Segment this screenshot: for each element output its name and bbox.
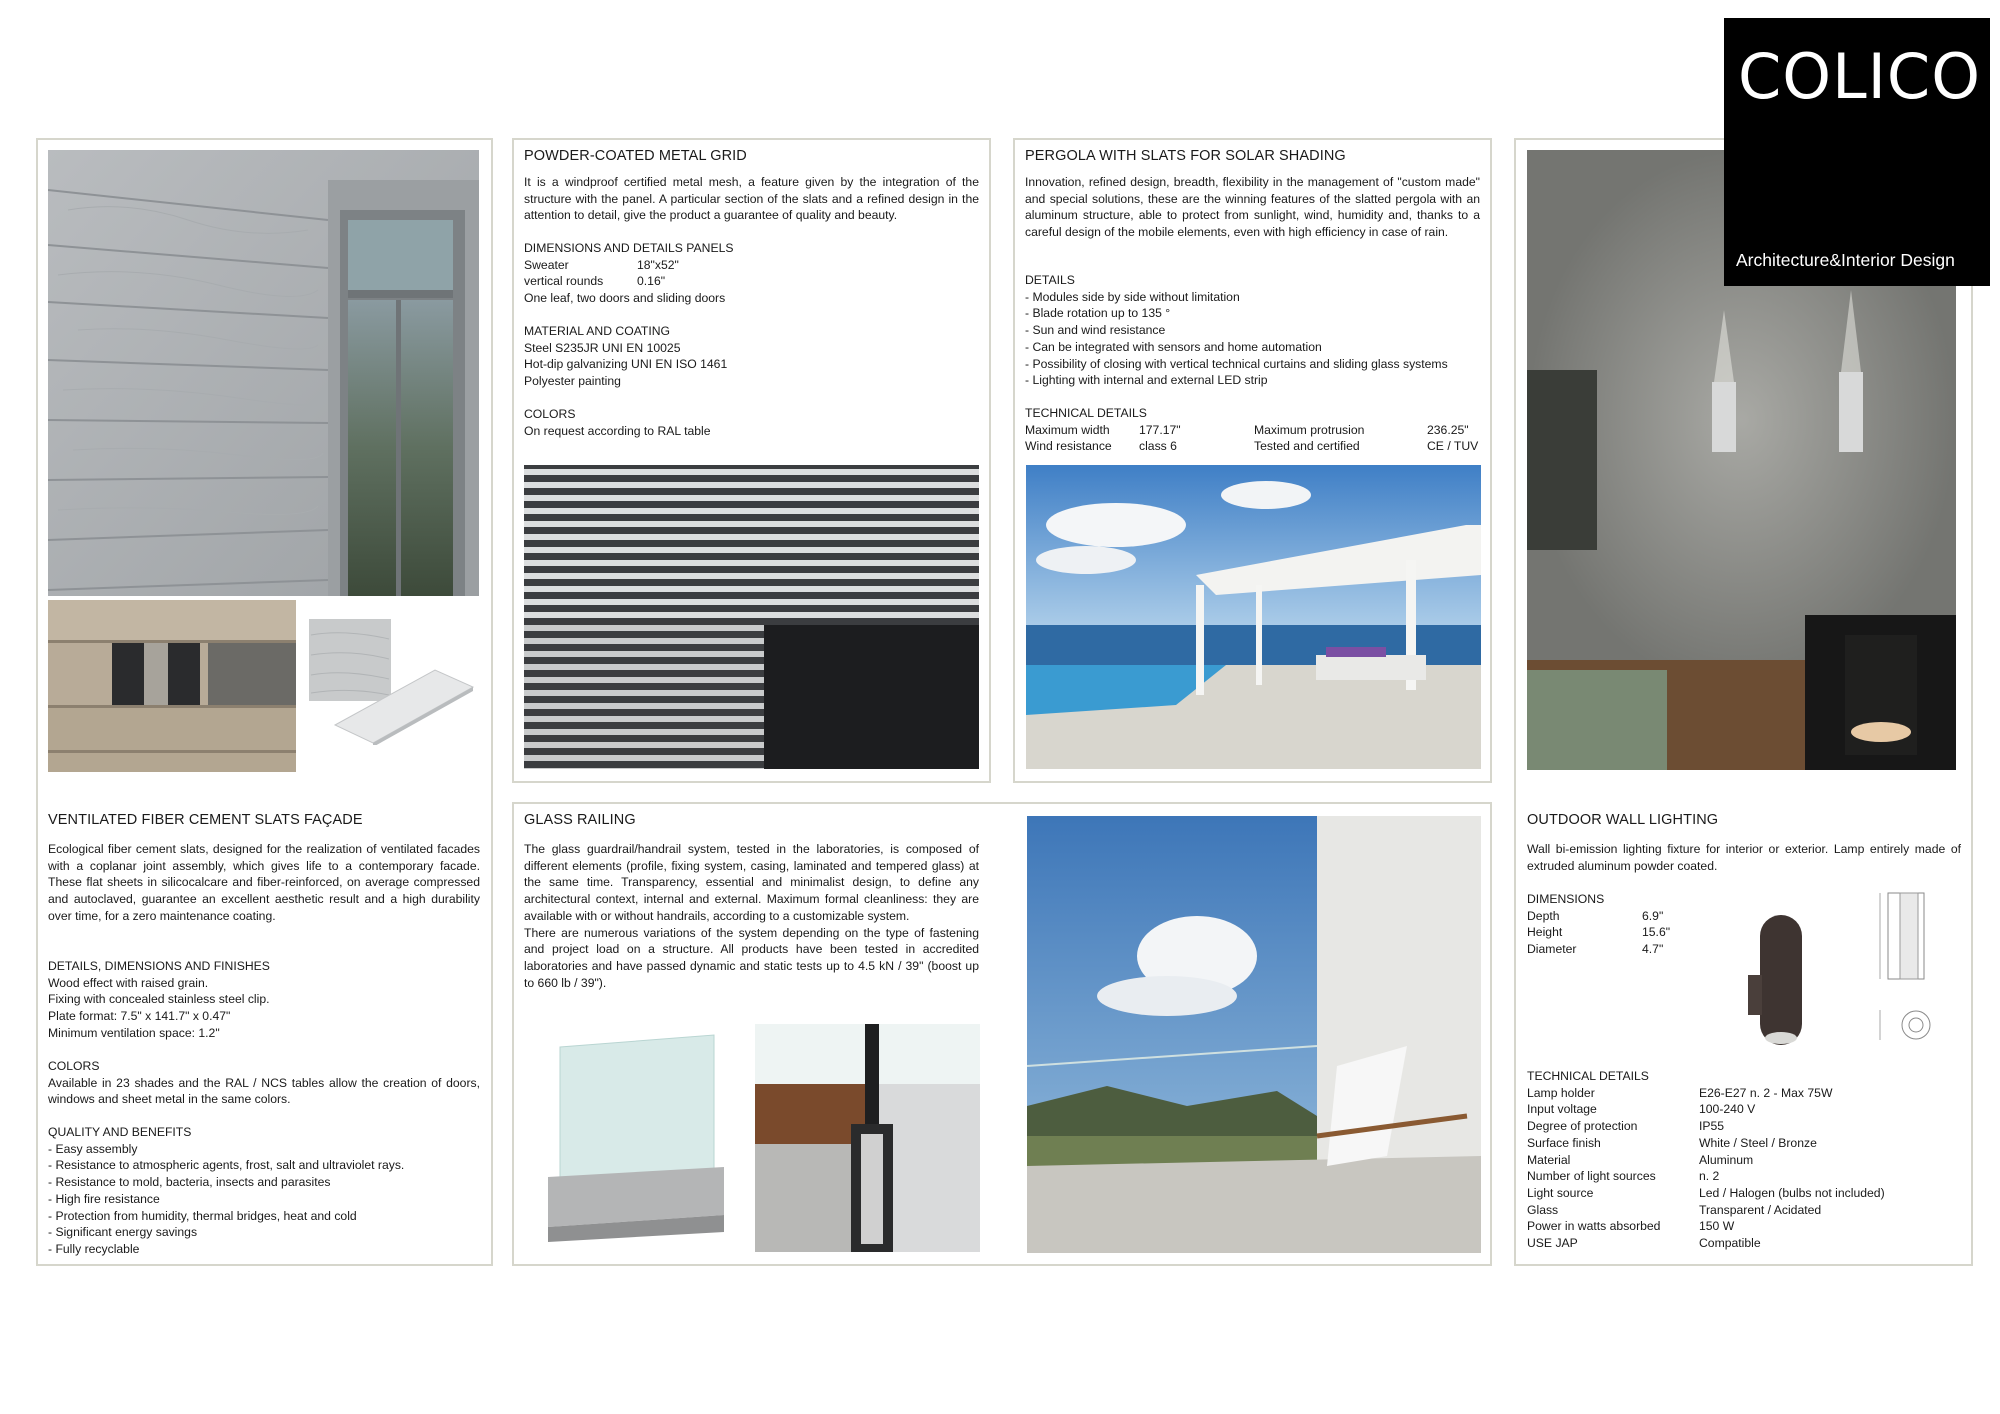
facade-title: VENTILATED FIBER CEMENT SLATS FAÇADE — [48, 812, 363, 828]
lighting-tech-key-5: Material — [1527, 1152, 1571, 1167]
grid-dim-val-2: 0.16" — [637, 274, 666, 289]
facade-colors-text: Available in 23 shades and the RAL / NCS tables allow the creation of doors, windows and sheet metal in the same colors. — [48, 1075, 480, 1107]
pergola-tech-v1-2: class 6 — [1139, 439, 1177, 454]
lighting-tech-val-6: n. 2 — [1699, 1169, 1720, 1184]
lighting-dim-val-1: 6.9" — [1642, 908, 1664, 923]
grid-dims-title: DIMENSIONS AND DETAILS PANELS — [524, 241, 734, 255]
pergola-detail-3: - Sun and wind resistance — [1025, 322, 1480, 339]
pergola-tech-k2-2: Tested and certified — [1254, 439, 1360, 454]
lighting-tech-val-8: Transparent / Acidated — [1699, 1202, 1822, 1217]
grid-dim-key-1: Sweater — [524, 257, 569, 272]
facade-colors-block — [48, 1058, 480, 1108]
grid-colors-title: COLORS — [524, 407, 576, 421]
grid-dims-block — [524, 240, 979, 307]
pergola-title: PERGOLA WITH SLATS FOR SOLAR SHADING — [1025, 148, 1346, 164]
grid-colors-block — [524, 406, 979, 439]
facade-quality-block — [48, 1124, 480, 1258]
grid-colors-text: On request according to RAL table — [524, 423, 711, 438]
grid-material-3: Polyester painting — [524, 374, 621, 389]
lighting-tech-title: TECHNICAL DETAILS — [1527, 1069, 1649, 1083]
facade-detail-2: Fixing with concealed stainless steel clip. — [48, 992, 270, 1007]
facade-detail-4: Minimum ventilation space: 1.2" — [48, 1025, 220, 1040]
pergola-detail-5: - Possibility of closing with vertical technical curtains and sliding glass systems — [1025, 356, 1480, 373]
pergola-tech-v2-1: 236.25" — [1427, 422, 1469, 437]
lighting-tech-block — [1527, 1068, 1967, 1252]
facade-quality-4: - High fire resistance — [48, 1191, 480, 1208]
lighting-tech-val-9: 150 W — [1699, 1219, 1735, 1234]
lighting-tech-val-1: E26-E27 n. 2 - Max 75W — [1699, 1085, 1833, 1100]
grid-intro: It is a windproof certified metal mesh, a feature given by the integration of the structure with the panel. A particular section of the slats and a refined design in the attention to detail, give the product a guarantee of quality and beauty. — [524, 175, 979, 223]
grid-material-block — [524, 323, 979, 390]
facade-photo — [48, 150, 479, 596]
grid-dim-key-2: vertical rounds — [524, 274, 604, 289]
glass-text — [524, 841, 979, 991]
glass-title: GLASS RAILING — [524, 812, 636, 828]
facade-colors-title: COLORS — [48, 1059, 100, 1073]
pergola-intro: Innovation, refined design, breadth, flexibility in the management of "custom made" and special solutions, these are the winning features of the slatted pergola with an aluminum structure, able to protect from sunlight, wind, humidity and, thanks to a careful design of the mobile elements, even with high efficiency in case of rain. — [1025, 175, 1480, 240]
lighting-dim-val-2: 15.6" — [1642, 925, 1671, 940]
facade-quality-7: - Fully recyclable — [48, 1241, 480, 1258]
pergola-detail-2: - Blade rotation up to 135 ° — [1025, 305, 1480, 322]
lighting-title: OUTDOOR WALL LIGHTING — [1527, 812, 1719, 828]
pergola-details-title: DETAILS — [1025, 273, 1075, 287]
lighting-tech-val-3: IP55 — [1699, 1119, 1725, 1134]
lighting-dims-title: DIMENSIONS — [1527, 892, 1605, 906]
lighting-dim-key-3: Diameter — [1527, 942, 1577, 957]
lighting-tech-key-4: Surface finish — [1527, 1135, 1601, 1150]
facade-quality-2: - Resistance to atmospheric agents, frost, salt and ultraviolet rays. — [48, 1157, 480, 1174]
lighting-fixture-render — [1730, 905, 1820, 1055]
lighting-tech-key-2: Input voltage — [1527, 1102, 1597, 1117]
grid-material-1: Steel S235JR UNI EN 10025 — [524, 340, 681, 355]
facade-quality-6: - Significant energy savings — [48, 1224, 480, 1241]
pergola-detail-4: - Can be integrated with sensors and home automation — [1025, 339, 1480, 356]
facade-detail-1: Wood effect with raised grain. — [48, 975, 209, 990]
lighting-tech-key-10: USE JAP — [1527, 1236, 1578, 1251]
grid-photo — [524, 465, 979, 769]
facade-detail-3: Plate format: 7.5" x 141.7" x 0.47" — [48, 1009, 231, 1024]
lighting-tech-val-7: Led / Halogen (bulbs not included) — [1699, 1185, 1885, 1200]
lighting-tech-key-6: Number of light sources — [1527, 1169, 1656, 1184]
brand-name: COLICO — [1738, 40, 1982, 113]
brand-tagline: Architecture&Interior Design — [1736, 250, 1955, 270]
facade-details-title: DETAILS, DIMENSIONS AND FINISHES — [48, 959, 270, 973]
lighting-dims-block — [1527, 891, 1727, 958]
lighting-tech-val-2: 100-240 V — [1699, 1102, 1756, 1117]
glass-paragraph-1: The glass guardrail/handrail system, tested in the laboratories, is composed of different elements (profile, fixing system, casing, laminated and tempered glass) at the same time. Transparency, essential and minimalist design, to define any architectural context, internal and external. Maximum formal cleanliness: they are available with or without handrails, according to a customizable system. — [524, 842, 979, 923]
glass-profile-render — [755, 1024, 980, 1252]
lighting-intro: Wall bi-emission lighting fixture for interior or exterior. Lamp entirely made of extruded aluminum powder coated. — [1527, 842, 1961, 873]
lighting-dim-val-3: 4.7" — [1642, 942, 1664, 957]
lighting-tech-key-9: Power in watts absorbed — [1527, 1219, 1661, 1234]
grid-material-2: Hot-dip galvanizing UNI EN ISO 1461 — [524, 357, 728, 372]
facade-quality-title: QUALITY AND BENEFITS — [48, 1125, 192, 1139]
grid-dim-val-1: 18"x52" — [637, 257, 679, 272]
pergola-tech-v2-2: CE / TUV — [1427, 439, 1479, 454]
pergola-tech-k1-1: Maximum width — [1025, 422, 1110, 437]
glass-balcony-photo — [1027, 816, 1481, 1253]
pergola-tech-v1-1: 177.17" — [1139, 422, 1181, 437]
lighting-tech-val-4: White / Steel / Bronze — [1699, 1135, 1817, 1150]
lighting-drawing — [1870, 885, 1946, 1055]
pergola-detail-6: - Lighting with internal and external LED strip — [1025, 372, 1480, 389]
lighting-tech-key-8: Glass — [1527, 1202, 1559, 1217]
brand-logo — [1724, 18, 1990, 286]
grid-title: POWDER-COATED METAL GRID — [524, 148, 747, 164]
lighting-tech-key-3: Degree of protection — [1527, 1119, 1638, 1134]
grid-dims-extra: One leaf, two doors and sliding doors — [524, 291, 726, 306]
facade-quality-3: - Resistance to mold, bacteria, insects and parasites — [48, 1174, 480, 1191]
pergola-details-block — [1025, 272, 1480, 389]
facade-slat-sample — [305, 615, 477, 745]
pergola-photo — [1026, 465, 1481, 769]
pergola-detail-1: - Modules side by side without limitation — [1025, 289, 1480, 306]
lighting-tech-val-5: Aluminum — [1699, 1152, 1754, 1167]
pergola-tech-k1-2: Wind resistance — [1025, 439, 1112, 454]
lighting-dim-key-1: Depth — [1527, 908, 1560, 923]
facade-intro: Ecological fiber cement slats, designed for the realization of ventilated facades with a coplanar joint assembly, which gives life to a contemporary facade. These flat sheets in silicocalcare and fiber-reinforced, on average compressed and autoclaved, guarantee an excellent aesthetic result and a high durability over time, for a zero maintenance coating. — [48, 842, 480, 923]
lighting-tech-key-1: Lamp holder — [1527, 1085, 1595, 1100]
facade-quality-5: - Protection from humidity, thermal bridges, heat and cold — [48, 1208, 480, 1225]
pergola-tech-k2-1: Maximum protrusion — [1254, 422, 1365, 437]
lighting-tech-key-7: Light source — [1527, 1185, 1594, 1200]
grid-material-title: MATERIAL AND COATING — [524, 324, 671, 338]
facade-details-block — [48, 958, 480, 1042]
lighting-dim-key-2: Height — [1527, 925, 1563, 940]
glass-paragraph-2: There are numerous variations of the system depending on the type of fastening and project load on a structure. All products have been tested in accredited laboratories and have passed dynamic and static tests up to 4.5 kN / 39" (boost up to 660 lb / 39"). — [524, 925, 979, 990]
glass-panel-render — [546, 1027, 726, 1247]
pergola-tech-title: TECHNICAL DETAILS — [1025, 406, 1147, 420]
facade-clip-photo — [48, 600, 296, 772]
pergola-tech-block — [1025, 405, 1480, 455]
facade-quality-1: - Easy assembly — [48, 1141, 480, 1158]
lighting-tech-val-10: Compatible — [1699, 1236, 1761, 1251]
